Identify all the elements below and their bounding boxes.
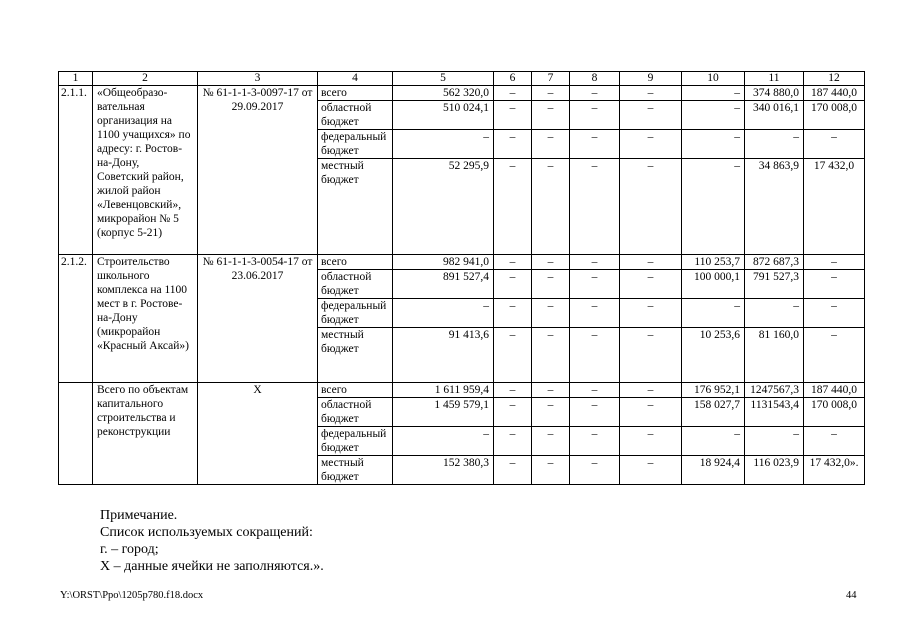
amount-cell: – bbox=[570, 255, 620, 270]
note-line: Список используемых сокращений: bbox=[100, 525, 313, 540]
budget-source-label: федеральный бюджет bbox=[318, 299, 393, 328]
row-number bbox=[59, 383, 93, 485]
amount-cell: 152 380,3 bbox=[393, 456, 494, 485]
amount-cell: – bbox=[682, 299, 745, 328]
amount-cell: – bbox=[620, 86, 682, 101]
document-number: № 61-1-1-3-0054-17 от 23.06.2017 bbox=[198, 255, 318, 383]
amount-cell: 510 024,1 bbox=[393, 101, 494, 130]
amount-cell: – bbox=[494, 398, 532, 427]
amount-cell: 1 459 579,1 bbox=[393, 398, 494, 427]
amount-cell: – bbox=[494, 299, 532, 328]
budget-table bbox=[58, 71, 865, 485]
amount-cell: – bbox=[532, 86, 570, 101]
row-number: 2.1.2. bbox=[59, 255, 93, 383]
amount-cell: – bbox=[570, 270, 620, 299]
amount-cell: – bbox=[570, 328, 620, 383]
amount-cell: – bbox=[745, 427, 804, 456]
header-cell: 5 bbox=[393, 72, 494, 86]
amount-cell: – bbox=[532, 456, 570, 485]
amount-cell: – bbox=[494, 328, 532, 383]
amount-cell: – bbox=[682, 159, 745, 255]
amount-cell: 187 440,0 bbox=[804, 86, 865, 101]
amount-cell: 562 320,0 bbox=[393, 86, 494, 101]
header-cell: 10 bbox=[682, 72, 745, 86]
amount-cell: – bbox=[682, 86, 745, 101]
header-cell: 8 bbox=[570, 72, 620, 86]
header-cell: 4 bbox=[318, 72, 393, 86]
object-name: Строительство школьного комплекса на 1100 мест в г. Ростове-на-Дону (микрорайон «Красный Аксай») bbox=[93, 255, 198, 383]
amount-cell: – bbox=[532, 328, 570, 383]
header-cell: 11 bbox=[745, 72, 804, 86]
amount-cell: 158 027,7 bbox=[682, 398, 745, 427]
object-name: «Общеобразо-вательная организация на 1100 учащихся» по адресу: г. Ростов-на-Дону, Советский район, жилой район «Левенцовский», микрорайон № 5 (корпус 5-21) bbox=[93, 86, 198, 255]
table-row bbox=[59, 86, 865, 101]
header-cell: 12 bbox=[804, 72, 865, 86]
amount-cell: – bbox=[393, 130, 494, 159]
note-line: г. – город; bbox=[100, 542, 159, 557]
amount-cell: – bbox=[620, 427, 682, 456]
amount-cell: – bbox=[570, 383, 620, 398]
amount-cell: – bbox=[620, 398, 682, 427]
amount-cell: – bbox=[532, 130, 570, 159]
amount-cell: – bbox=[804, 255, 865, 270]
budget-source-label: всего bbox=[318, 383, 393, 398]
budget-source-label: всего bbox=[318, 255, 393, 270]
header-cell: 2 bbox=[93, 72, 198, 86]
amount-cell: 374 880,0 bbox=[745, 86, 804, 101]
budget-source-label: областной бюджет bbox=[318, 101, 393, 130]
amount-cell: 170 008,0 bbox=[804, 101, 865, 130]
note-line: Х – данные ячейки не заполняются.». bbox=[100, 559, 324, 574]
amount-cell: – bbox=[494, 130, 532, 159]
amount-cell: – bbox=[804, 427, 865, 456]
amount-cell: 34 863,9 bbox=[745, 159, 804, 255]
table-body bbox=[59, 72, 865, 485]
document-number: № 61-1-1-3-0097-17 от 29.09.2017 bbox=[198, 86, 318, 255]
amount-cell: – bbox=[804, 299, 865, 328]
amount-cell: – bbox=[620, 299, 682, 328]
amount-cell: – bbox=[570, 130, 620, 159]
amount-cell: – bbox=[804, 328, 865, 383]
amount-cell: 340 016,1 bbox=[745, 101, 804, 130]
amount-cell: 187 440,0 bbox=[804, 383, 865, 398]
amount-cell: – bbox=[532, 101, 570, 130]
object-name: Всего по объектам капитального строительства и реконструкции bbox=[93, 383, 198, 485]
amount-cell: – bbox=[494, 383, 532, 398]
amount-cell: – bbox=[804, 270, 865, 299]
amount-cell: – bbox=[532, 427, 570, 456]
amount-cell: – bbox=[682, 101, 745, 130]
amount-cell: – bbox=[570, 427, 620, 456]
amount-cell: – bbox=[745, 299, 804, 328]
amount-cell: 891 527,4 bbox=[393, 270, 494, 299]
amount-cell: – bbox=[570, 398, 620, 427]
table-row bbox=[59, 383, 865, 398]
amount-cell: – bbox=[532, 398, 570, 427]
note-title: Примечание. bbox=[100, 508, 178, 523]
amount-cell: – bbox=[570, 159, 620, 255]
amount-cell: – bbox=[494, 255, 532, 270]
amount-cell: 52 295,9 bbox=[393, 159, 494, 255]
amount-cell: – bbox=[620, 255, 682, 270]
amount-cell: – bbox=[532, 255, 570, 270]
amount-cell: – bbox=[494, 86, 532, 101]
document-number: Х bbox=[198, 383, 318, 485]
amount-cell: 1 611 959,4 bbox=[393, 383, 494, 398]
footer-file-path: Y:\ORST\Ppo\1205p780.f18.docx bbox=[60, 590, 204, 601]
amount-cell: 982 941,0 bbox=[393, 255, 494, 270]
amount-cell: – bbox=[393, 427, 494, 456]
amount-cell: – bbox=[620, 456, 682, 485]
amount-cell: 81 160,0 bbox=[745, 328, 804, 383]
amount-cell: – bbox=[494, 270, 532, 299]
amount-cell: – bbox=[532, 299, 570, 328]
amount-cell: 17 432,0». bbox=[804, 456, 865, 485]
budget-source-label: областной бюджет bbox=[318, 398, 393, 427]
header-cell: 1 bbox=[59, 72, 93, 86]
budget-source-label: местный бюджет bbox=[318, 328, 393, 383]
amount-cell: 176 952,1 bbox=[682, 383, 745, 398]
budget-source-label: федеральный бюджет bbox=[318, 427, 393, 456]
header-cell: 9 bbox=[620, 72, 682, 86]
page-number: 44 bbox=[846, 590, 857, 601]
amount-cell: – bbox=[494, 427, 532, 456]
amount-cell: 100 000,1 bbox=[682, 270, 745, 299]
header-cell: 6 bbox=[494, 72, 532, 86]
amount-cell: – bbox=[570, 299, 620, 328]
amount-cell: 872 687,3 bbox=[745, 255, 804, 270]
amount-cell: – bbox=[620, 159, 682, 255]
amount-cell: – bbox=[532, 270, 570, 299]
budget-source-label: федеральный бюджет bbox=[318, 130, 393, 159]
amount-cell: 91 413,6 bbox=[393, 328, 494, 383]
note-block bbox=[100, 507, 800, 575]
amount-cell: – bbox=[804, 130, 865, 159]
header-cell: 7 bbox=[532, 72, 570, 86]
amount-cell: – bbox=[682, 427, 745, 456]
amount-cell: – bbox=[620, 101, 682, 130]
budget-source-label: всего bbox=[318, 86, 393, 101]
budget-source-label: местный бюджет bbox=[318, 159, 393, 255]
table-row bbox=[59, 255, 865, 270]
amount-cell: – bbox=[682, 130, 745, 159]
amount-cell: 10 253,6 bbox=[682, 328, 745, 383]
amount-cell: – bbox=[393, 299, 494, 328]
amount-cell: – bbox=[620, 383, 682, 398]
header-row bbox=[59, 72, 865, 86]
row-number: 2.1.1. bbox=[59, 86, 93, 255]
amount-cell: – bbox=[620, 270, 682, 299]
amount-cell: – bbox=[494, 456, 532, 485]
amount-cell: – bbox=[570, 86, 620, 101]
amount-cell: 170 008,0 bbox=[804, 398, 865, 427]
amount-cell: 1131543,4 bbox=[745, 398, 804, 427]
amount-cell: 18 924,4 bbox=[682, 456, 745, 485]
amount-cell: 116 023,9 bbox=[745, 456, 804, 485]
amount-cell: 1247567,3 bbox=[745, 383, 804, 398]
amount-cell: – bbox=[745, 130, 804, 159]
budget-source-label: областной бюджет bbox=[318, 270, 393, 299]
amount-cell: 17 432,0 bbox=[804, 159, 865, 255]
amount-cell: 791 527,3 bbox=[745, 270, 804, 299]
amount-cell: – bbox=[570, 456, 620, 485]
amount-cell: 110 253,7 bbox=[682, 255, 745, 270]
amount-cell: – bbox=[570, 101, 620, 130]
amount-cell: – bbox=[532, 159, 570, 255]
header-cell: 3 bbox=[198, 72, 318, 86]
budget-source-label: местный бюджет bbox=[318, 456, 393, 485]
amount-cell: – bbox=[620, 328, 682, 383]
amount-cell: – bbox=[532, 383, 570, 398]
amount-cell: – bbox=[494, 101, 532, 130]
amount-cell: – bbox=[494, 159, 532, 255]
amount-cell: – bbox=[620, 130, 682, 159]
